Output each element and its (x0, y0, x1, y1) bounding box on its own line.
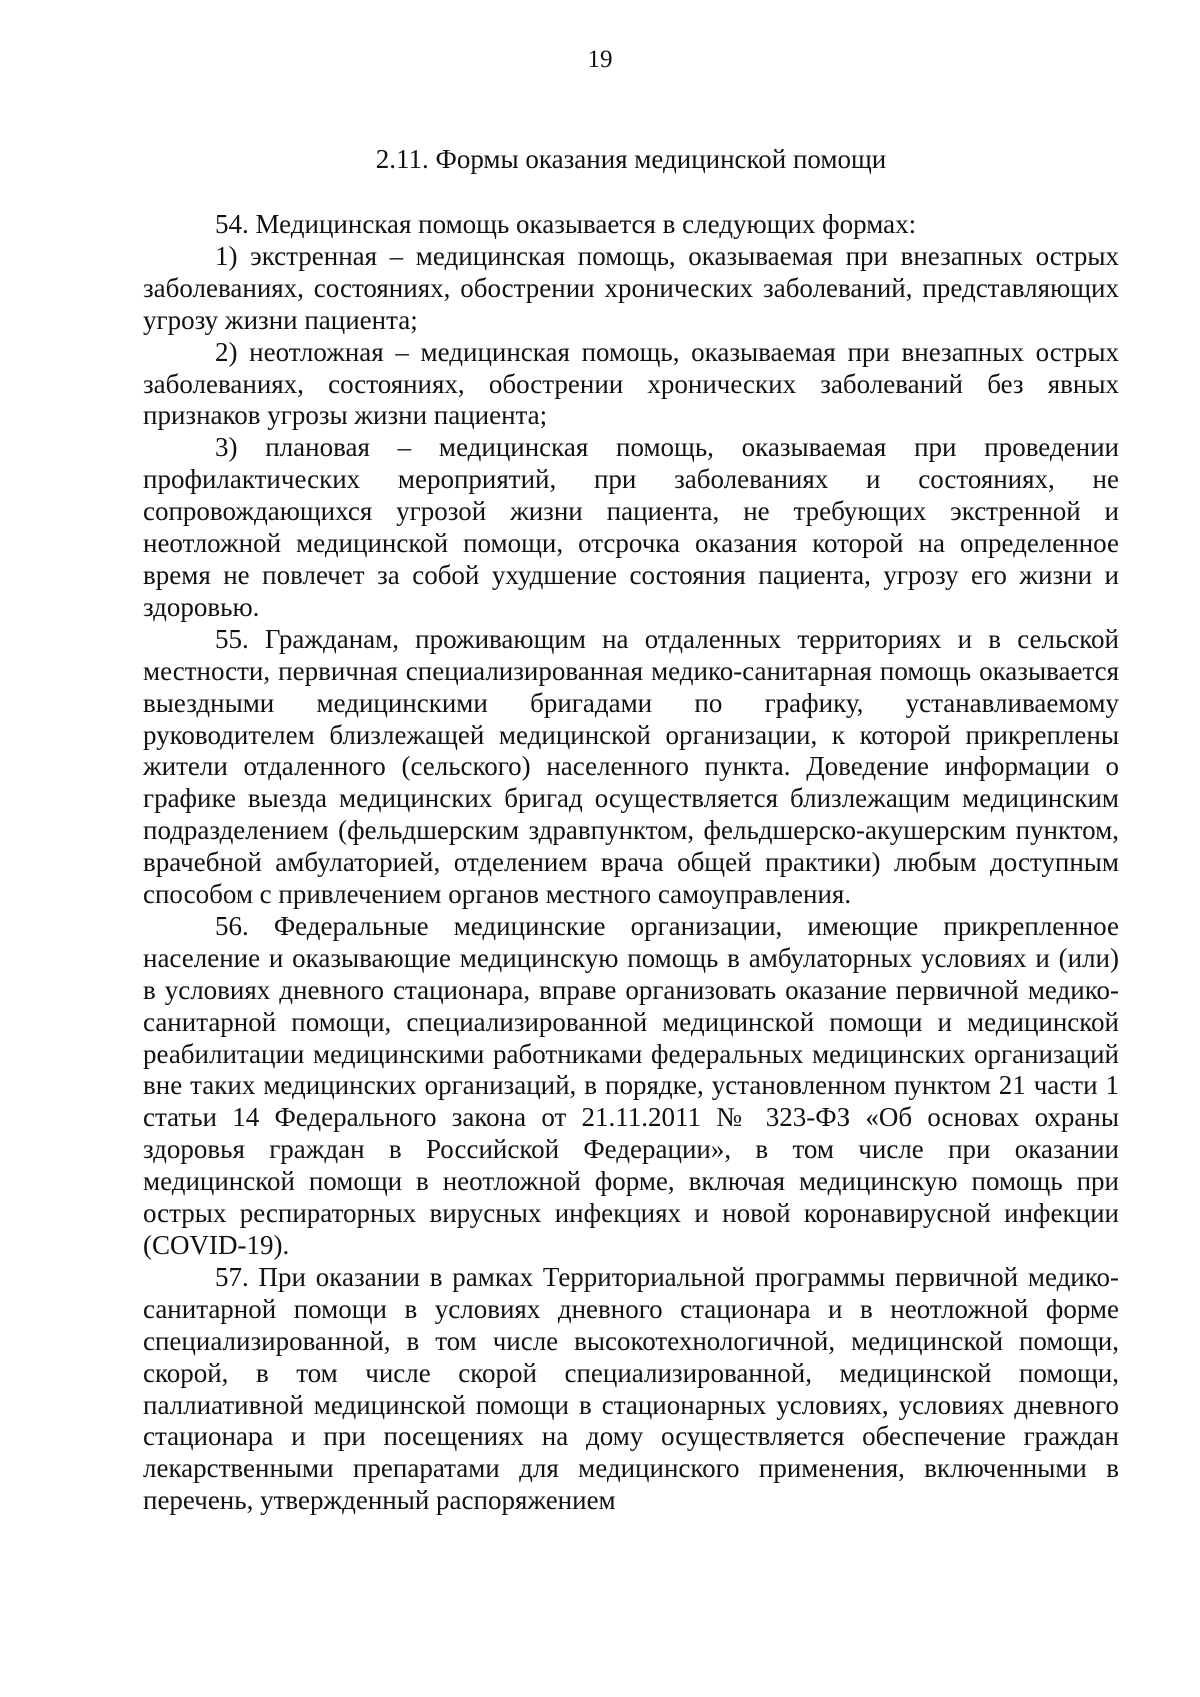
paragraph-55: 55. Гражданам, проживающим на отдаленных территориях и в сельской местности, первичная специализированная медико-санитарная помощь оказывается выездными медицинскими бригадами по графику, устанавливаемому руководителем близлежащей медицинской организации, к которой прикреплены жители отдаленного (сельского) населенного пункта. Доведение информации о графике выезда медицинских бригад осуществляется близлежащим медицинским подразделением (фельдшерским здравпунктом, фельдшерско-акушерским пунктом, врачебной амбулаторией, отделением врача общей практики) любым доступным способом с привлечением органов местного самоуправления. (143, 623, 1119, 910)
paragraph-57: 57. При оказании в рамках Территориальной программы первичной медико-санитарной помощи в условиях дневного стационара и в неотложной форме специализированной, в том числе высокотехнологичной, медицинской помощи, скорой, в том числе скорой специализированной, медицинской помощи, паллиативной медицинской помощи в стационарных условиях, условиях дневного стационара и при посещениях на дому осуществляется обеспечение граждан лекарственными препаратами для медицинского применения, включенными в перечень, утвержденный распоряжением (143, 1261, 1119, 1516)
section-title: 2.11. Формы оказания медицинской помощи (375, 144, 887, 174)
document-body (143, 209, 1119, 1517)
list-item-urgent: 2) неотложная – медицинская помощь, оказываемая при внезапных острых заболеваниях, состояниях, обострении хронических заболеваний без явных признаков угрозы жизни пациента; (143, 336, 1119, 431)
list-item-planned: 3) плановая – медицинская помощь, оказываемая при проведении профилактических мероприятий, при заболеваниях и состояниях, не сопровождающихся угрозой жизни пациента, не требующих экстренной и неотложной медицинской помощи, отсрочка оказания которой на определенное время не повлечет за собой ухудшение состояния пациента, угрозу его жизни и здоровью. (143, 432, 1119, 622)
list-item-emergency: 1) экстренная – медицинская помощь, оказываемая при внезапных острых заболеваниях, состояниях, обострении хронических заболеваний, представляющих угрозу жизни пациента; (143, 240, 1119, 335)
paragraph-56: 56. Федеральные медицинские организации, имеющие прикрепленное население и оказывающие медицинскую помощь в амбулаторных условиях и (или) в условиях дневного стационара, вправе организовать оказание первичной медико-санитарной помощи, специализированной медицинской помощи и медицинской реабилитации медицинскими работниками федеральных медицинских организаций вне таких медицинских организаций, в порядке, установленном пунктом 21 части 1 статьи 14 Федерального закона от 21.11.2011 № 323-ФЗ «Об основах охраны здоровья граждан в Российской Федерации», в том числе при оказании медицинской помощи в неотложной форме, включая медицинскую помощь при острых респираторных вирусных инфекциях и новой коронавирусной инфекции (COVID-19). (143, 910, 1119, 1260)
paragraph-54: 54. Медицинская помощь оказывается в следующих формах: (215, 209, 917, 239)
page-number: 19 (587, 46, 613, 73)
